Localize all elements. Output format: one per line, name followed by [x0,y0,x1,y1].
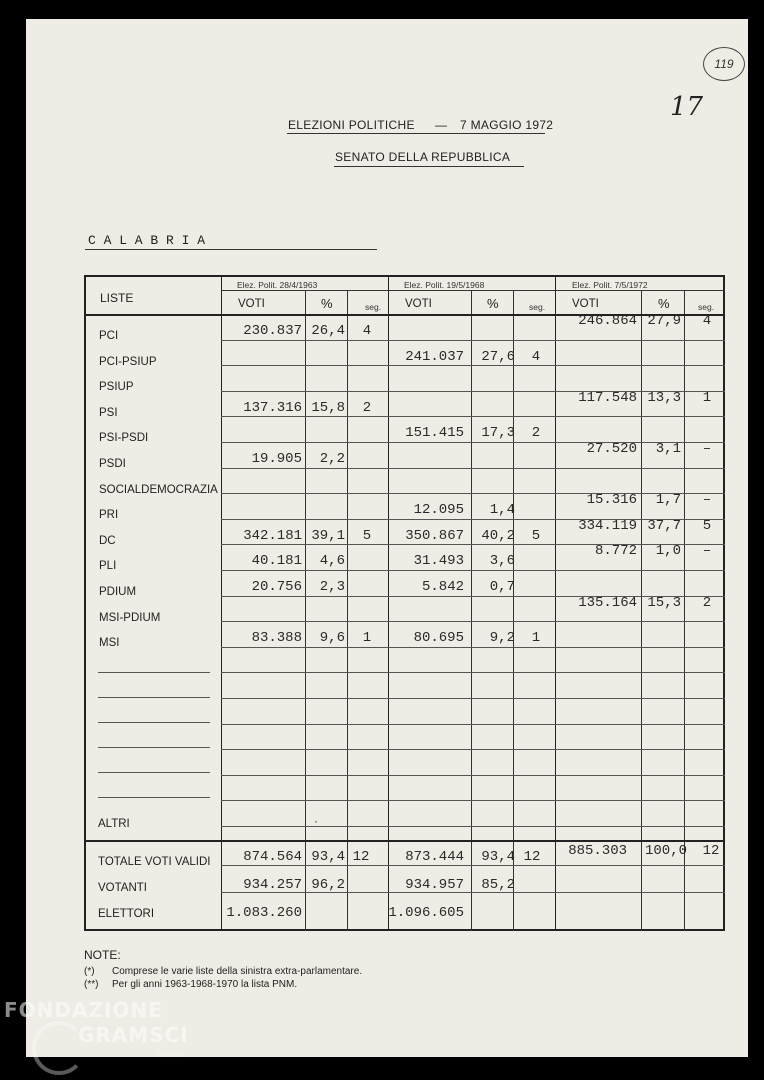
g1972-seg-pci: 4 [702,313,712,329]
g1968-pct-pli: 3,6 [489,553,515,569]
g1972-voti-psi: 117.548 [578,390,637,406]
row-line [221,468,725,469]
row-line [221,365,725,366]
validi-pct-1968: 93,4 [481,849,515,865]
g1968-seg-psi-psdi: 2 [531,425,541,441]
blank-entry-line [98,797,210,798]
watermark-line1: FONDAZIONE [4,998,163,1022]
row-line [221,647,725,648]
validi-seg-1972: 12 [702,843,720,859]
g1963-pct-dc: 39,1 [311,528,345,544]
g1972-pct-pci: 27,9 [647,313,681,329]
party-label-psi-psdi: PSI-PSDI [99,432,149,444]
g1963-voti-pli: 40.181 [251,553,302,569]
col-divider [471,290,472,931]
party-label-pri: PRI [99,509,119,521]
g1968-voti-msi: 80.695 [413,630,464,646]
votanti-1968: 934.957 [405,877,464,893]
validi-seg-1963: 12 [352,849,370,865]
voti-header-1972: VOTI [572,298,599,310]
row-line [221,621,725,622]
row-line [221,749,725,750]
col-divider [513,290,514,931]
row-line [221,826,725,827]
seg-header-1968: seg. [529,302,546,312]
g1968-seg-pci-psiup: 4 [531,349,541,365]
group-label-1963: Elez. Polit. 28/4/1963 [237,280,318,290]
g1963-voti-psi: 137.316 [243,400,302,416]
g1972-pct-pli: 1,0 [655,543,681,559]
party-label-pli: PLI [99,560,117,572]
party-label-psiup: PSIUP [99,381,134,393]
notes-heading: NOTE: [84,948,121,962]
party-label-socialdemocrazia: SOCIALDEMOCRAZIA [99,484,218,496]
title-elections: ELEZIONI POLITICHE [288,118,415,132]
blank-entry-line [98,772,210,773]
senate-underline [334,166,524,167]
totals-rule [84,840,725,842]
g1963-voti-psdi: 19.905 [251,451,302,467]
votanti-1963: 934.257 [243,877,302,893]
votanti-pct-1968: 85,2 [481,877,515,893]
validi-1963: 874.564 [243,849,302,865]
party-label-pdium: PDIUM [99,586,137,598]
validi-1968: 873.444 [405,849,464,865]
col-divider [221,275,222,931]
g1963-seg-psi: 2 [362,400,372,416]
row-line [221,698,725,699]
g1972-seg-dc: 5 [702,518,712,534]
g1968-voti-dc: 350.867 [405,528,464,544]
g1972-voti-pci: 246.864 [578,313,637,329]
g1972-voti-pli: 8.772 [594,543,637,559]
g1972-pct-pri: 1,7 [655,492,681,508]
party-label-msi-pdium: MSI-PDIUM [99,612,161,624]
region-underline [85,249,377,250]
party-label-pci-psiup: PCI-PSIUP [99,356,157,368]
g1968-pct-pci-psiup: 27,6 [481,349,515,365]
g1972-seg-pri: – [702,492,712,508]
g1963-voti-dc: 342.181 [243,528,302,544]
g1972-seg-msi-pdium: 2 [702,595,712,611]
title-senate: SENATO DELLA REPUBBLICA [335,150,511,164]
g1968-pct-pdium: 0,7 [489,579,515,595]
g1968-voti-pli: 31.493 [413,553,464,569]
watermark-line3: onlus [158,1050,183,1060]
group-label-1968: Elez. Polit. 19/5/1968 [404,280,485,290]
pct-header-1968: % [487,296,499,311]
archive-stamp: 119 [703,47,745,81]
pct-header-1963: % [321,296,333,311]
blank-entry-line [98,747,210,748]
g1963-seg-pci: 4 [362,323,372,339]
elettori-1963: 1.083.260 [226,905,302,921]
g1968-voti-pdium: 5.842 [421,579,464,595]
g1972-seg-psi: 1 [702,390,712,406]
title-date: 7 MAGGIO 1972 [460,118,554,132]
watermark-line2: GRAMSCI [78,1023,189,1047]
g1963-voti-msi: 83.388 [251,630,302,646]
party-label-pci: PCI [99,330,119,342]
validi-seg-1968: 12 [523,849,541,865]
g1963-seg-msi: 1 [362,630,372,646]
row-line [221,416,725,417]
g1972-seg-psdi: – [702,441,712,457]
totals-row-rule [221,865,725,866]
seg-header-1963: seg. [365,302,382,312]
g1968-pct-pri: 1,4 [489,502,515,518]
watermark-logo-icon [32,1021,86,1075]
totale-label: TOTALE VOTI VALIDI [98,856,211,868]
row-line [221,340,725,341]
g1963-seg-dc: 5 [362,528,372,544]
g1972-seg-pli: – [702,543,712,559]
validi-1972: 885.303 [568,843,627,859]
g1972-pct-psi: 13,3 [647,390,681,406]
elettori-label: ELETTORI [98,908,155,920]
note-text-1: Comprese le varie liste della sinistra extra-parlamentare. [112,966,363,977]
row-line [221,570,725,571]
party-label-dc: DC [99,535,116,547]
g1968-voti-pci-psiup: 241.037 [405,349,464,365]
liste-header: LISTE [100,291,134,305]
seg-header-1972: seg. [698,302,715,312]
g1972-voti-psdi: 27.520 [586,441,637,457]
col-divider [305,290,306,931]
g1963-pct-psi: 15,8 [311,400,345,416]
g1968-seg-msi: 1 [531,630,541,646]
note-text-2: Per gli anni 1963-1968-1970 la lista PNM. [112,979,298,990]
header-rule [221,290,725,291]
row-line [221,724,725,725]
g1968-pct-psi-psdi: 17,3 [481,425,515,441]
g1963-pct-psdi: 2,2 [319,451,345,467]
blank-entry-line [98,697,210,698]
g1968-voti-pri: 12.095 [413,502,464,518]
note-mark-1: (*) [84,966,95,977]
altri-label: ALTRI [98,818,130,830]
party-label-msi: MSI [99,637,120,649]
voti-header-1968: VOTI [405,298,432,310]
col-divider [388,275,389,931]
g1968-voti-psi-psdi: 151.415 [405,425,464,441]
g1972-voti-msi-pdium: 135.164 [578,595,637,611]
row-line [221,775,725,776]
voti-header-1963: VOTI [238,298,265,310]
party-label-psdi: PSDI [99,458,126,470]
votanti-pct-1963: 96,2 [311,877,345,893]
title-underline [287,133,545,134]
altri-mark: · [314,816,318,828]
pct-header-1972: % [658,296,670,311]
row-line [221,672,725,673]
g1968-seg-dc: 5 [531,528,541,544]
g1963-pct-pli: 4,6 [319,553,345,569]
blank-entry-line [98,672,210,673]
g1963-pct-msi: 9,6 [319,630,345,646]
g1963-pct-pdium: 2,3 [319,579,345,595]
g1972-pct-psdi: 3,1 [655,441,681,457]
region-title: C A L A B R I A [88,233,206,248]
g1972-pct-dc: 37,7 [647,518,681,534]
g1972-voti-pri: 15.316 [586,492,637,508]
col-divider [347,290,348,931]
page-number: 17 [670,92,704,122]
g1968-pct-msi: 9,2 [489,630,515,646]
row-line [221,800,725,801]
g1968-pct-dc: 40,2 [481,528,515,544]
validi-pct-1972: 100,0 [644,843,687,859]
g1963-voti-pci: 230.837 [243,323,302,339]
elettori-1968: 1.096.605 [388,905,464,921]
g1963-pct-pci: 26,4 [311,323,345,339]
note-mark-2: (**) [84,979,99,990]
group-label-1972: Elez. Polit. 7/5/1972 [572,280,648,290]
party-label-psi: PSI [99,407,118,419]
g1972-pct-msi-pdium: 15,3 [647,595,681,611]
g1972-voti-dc: 334.119 [578,518,637,534]
blank-entry-line [98,722,210,723]
validi-pct-1963: 93,4 [311,849,345,865]
votanti-label: VOTANTI [98,882,147,894]
title-dash: — [435,118,448,132]
g1963-voti-pdium: 20.756 [251,579,302,595]
